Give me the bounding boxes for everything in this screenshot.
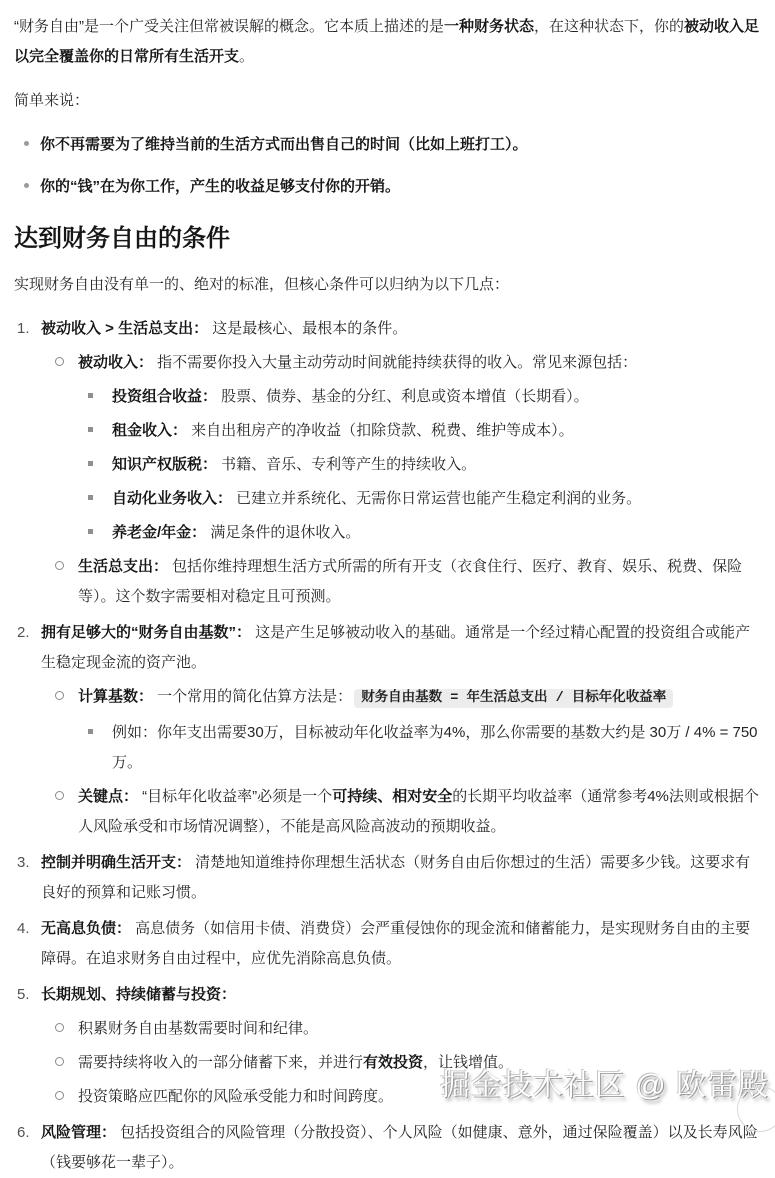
- list-number: 2.: [17, 624, 30, 641]
- text-run: “财务自由”是一个广受关注但常被误解的概念。它本质上描述的是: [14, 18, 444, 35]
- list-item-text: [78, 782, 761, 842]
- bold-text: 养老金/年金：: [112, 524, 207, 541]
- text-run: 积累财务自由基数需要时间和纪律。: [78, 1020, 319, 1037]
- list-item: [14, 914, 761, 974]
- bold-text: 有效投资: [363, 1054, 424, 1071]
- bold-text: 租金收入：: [112, 422, 188, 439]
- nested-list: [55, 682, 761, 842]
- list-item-text: [112, 484, 761, 514]
- text-run: 。: [239, 48, 255, 65]
- conditions-list: [14, 314, 761, 1178]
- text-run: 包括你维持理想生活方式所需的所有开支（衣食住行、医疗、教育、娱乐、税费、保险等）。这个数字需要相对稳定且可预测。: [78, 558, 743, 605]
- square-bullet-marker-icon: [88, 382, 112, 412]
- text-run: 的长期平均收益率（通常参考4%法则或根据个人风险承受和市场情况调整），不能是高风险高波动的预期收益。: [78, 788, 759, 835]
- text-run: 需要持续将收入的一部分储蓄下来，并进行: [78, 1054, 364, 1071]
- list-item: [88, 382, 761, 412]
- summary-list: [24, 130, 761, 202]
- list-item: [14, 618, 761, 842]
- text-run: 满足条件的退休收入。: [206, 524, 361, 541]
- bold-text: 你不再需要为了维持当前的生活方式而出售自己的时间（比如上班打工）。: [40, 136, 528, 153]
- square-bullet-marker-icon: [88, 518, 112, 548]
- list-item-text: [40, 130, 761, 160]
- section-heading: 达到财务自由的条件: [14, 225, 230, 252]
- list-number: 6.: [17, 1124, 30, 1141]
- bold-text: 长期规划、持续储蓄与投资：: [41, 986, 237, 1003]
- list-item-text: [112, 416, 761, 446]
- list-item: [55, 348, 761, 548]
- list-item-text: [78, 682, 761, 778]
- text-run: 高息债务（如信用卡债、消费贷）会严重侵蚀你的现金流和储蓄能力，是实现财务自由的主要障碍。在追求财务自由过程中，应优先消除高息负债。: [41, 920, 751, 967]
- intro-paragraph: [14, 12, 761, 72]
- circle-bullet-marker-icon: [55, 552, 78, 582]
- text-run: 这是产生足够被动收入的基础。通常是一个经过精心配置的投资组合或能产生稳定现金流的资产池。: [41, 624, 751, 671]
- watermark: 掘金技术社区 @ 欧雷殿: [439, 1069, 769, 1102]
- list-item: [14, 848, 761, 908]
- text-run: 一个常用的简化估算方法是：: [153, 688, 353, 705]
- list-item: [55, 1014, 761, 1044]
- text-run: 清楚地知道维持你理想生活状态（财务自由后你想过的生活）需要多少钱。这要求有良好的预算和记账习惯。: [41, 854, 751, 901]
- bold-text: 被动收入 > 生活总支出：: [41, 320, 209, 337]
- list-item: [14, 314, 761, 612]
- bold-text: 风险管理：: [41, 1124, 117, 1141]
- circle-bullet-marker-icon: [55, 1048, 78, 1078]
- bold-text: 你的“钱”在为你工作，产生的收益足够支付你的开销。: [40, 178, 401, 195]
- circle-bullet-marker-icon: [55, 782, 78, 812]
- list-item-text: [41, 314, 761, 612]
- list-item-text: [112, 382, 761, 412]
- bold-text: 无高息负债：: [41, 920, 132, 937]
- circle-bullet-marker-icon: [55, 1014, 78, 1044]
- text-run: 指不需要你投入大量主动劳动时间就能持续获得的收入。常见来源包括：: [153, 354, 638, 371]
- nested-list: [88, 382, 761, 548]
- list-number: 5.: [17, 986, 30, 1003]
- list-item: [14, 1118, 761, 1178]
- bold-text: 计算基数：: [78, 688, 154, 705]
- list-item: [88, 718, 761, 778]
- list-item: [24, 130, 761, 160]
- list-item-text: [40, 172, 761, 202]
- text-run: 这是最核心、最根本的条件。: [208, 320, 408, 337]
- bold-text: 控制并明确生活开支：: [41, 854, 192, 871]
- bold-text: 关键点：: [78, 788, 139, 805]
- square-bullet-marker-icon: [88, 718, 112, 748]
- list-item-text: [41, 618, 761, 842]
- text-run: “目标年化收益率”必须是一个: [138, 788, 333, 805]
- list-item-text: [78, 1014, 761, 1044]
- list-item-text: [78, 348, 761, 548]
- list-item-text: [41, 914, 761, 974]
- bold-text: 可持续、相对安全: [332, 788, 453, 805]
- text-run: 股票、债券、基金的分红、利息或资本增值（长期看）。: [217, 388, 589, 405]
- bold-text: 拥有足够大的“财务自由基数”：: [41, 624, 252, 641]
- list-item: [88, 484, 761, 514]
- square-bullet-marker-icon: [88, 484, 112, 514]
- list-item: [88, 518, 761, 548]
- circle-bullet-marker-icon: [55, 1082, 78, 1112]
- nested-list: [55, 348, 761, 612]
- square-bullet-marker-icon: [88, 450, 112, 480]
- text-run: 投资策略应匹配你的风险承受能力和时间跨度。: [78, 1088, 394, 1105]
- list-number: 1.: [17, 320, 30, 337]
- bold-text: 知识产权版税：: [112, 456, 218, 473]
- bold-text: 自动化业务收入：: [112, 490, 233, 507]
- list-item: [88, 416, 761, 446]
- text-run: 已建立并系统化、无需你日常运营也能产生稳定利润的业务。: [232, 490, 642, 507]
- list-item: [55, 552, 761, 612]
- disc-bullet-marker-icon: [24, 172, 40, 202]
- bold-text: 被动收入足以完全覆盖你的日常所有生活开支: [14, 18, 760, 65]
- text-run: ，让钱增值。: [423, 1054, 514, 1071]
- text-run: 书籍、音乐、专利等产生的持续收入。: [217, 456, 477, 473]
- text-run: 来自出租房产的净收益（扣除贷款、税费、维护等成本）。: [187, 422, 574, 439]
- list-item: [88, 450, 761, 480]
- list-item-text: [112, 718, 761, 778]
- disc-bullet-marker-icon: [24, 130, 40, 160]
- simply-put-label: 简单来说：: [14, 92, 90, 109]
- bold-text: 投资组合收益：: [112, 388, 218, 405]
- list-number: 3.: [17, 854, 30, 871]
- list-item-text: [41, 848, 761, 908]
- text-run: 包括投资组合的风险管理（分散投资）、个人风险（如健康、意外，通过保险覆盖）以及长寿风险（钱要够花一辈子）。: [41, 1124, 758, 1171]
- square-bullet-marker-icon: [88, 416, 112, 446]
- circle-bullet-marker-icon: [55, 682, 78, 712]
- list-item-text: [112, 518, 761, 548]
- text-run: 例如：你年支出需要30万，目标被动年化收益率为4%，那么你需要的基数大约是 30万 / 4% = 750万。: [112, 724, 758, 771]
- bold-text: 生活总支出：: [78, 558, 169, 575]
- list-item-text: [112, 450, 761, 480]
- nested-list: [88, 718, 761, 778]
- list-item: [24, 172, 761, 202]
- inline-code: 财务自由基数 = 年生活总支出 / 目标年化收益率: [354, 689, 673, 708]
- circle-bullet-marker-icon: [55, 348, 78, 378]
- list-item-text: [78, 552, 761, 612]
- list-item-text: [41, 1118, 761, 1178]
- criteria-intro-paragraph: 实现财务自由没有单一的、绝对的标准，但核心条件可以归纳为以下几点：: [14, 276, 510, 293]
- bold-text: 被动收入：: [78, 354, 154, 371]
- bold-text: 一种财务状态: [444, 18, 535, 35]
- watermark-ring-icon: [737, 1086, 775, 1132]
- list-item: [55, 782, 761, 842]
- list-item: [55, 682, 761, 778]
- text-run: ，在这种状态下，你的: [534, 18, 685, 35]
- list-number: 4.: [17, 920, 30, 937]
